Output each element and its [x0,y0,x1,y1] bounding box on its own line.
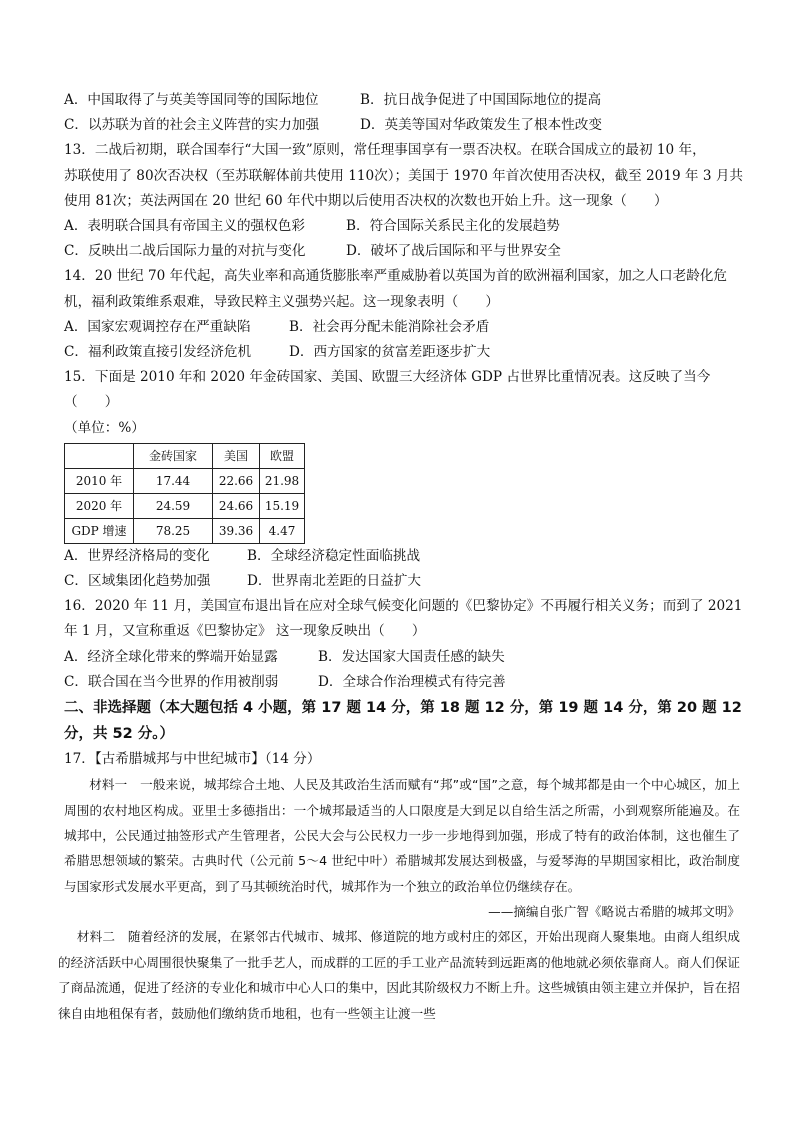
q16-options-row-2 [64,670,740,695]
q13-stem-line: 苏联使用了 80次否决权（至苏联解体前共使用 110次）；美国于 1970 年首次使用否决权，截至 2019 年 3 月共 [64,167,744,184]
q15-option-b[interactable]: B．全球经济稳定性面临挑战 [247,547,421,564]
table-row [65,518,305,543]
q13-option-c[interactable]: C．反映出二战后国际力量的对抗与变化 [64,243,306,260]
table-cell: 24.66 [213,493,260,518]
table-cell: GDP 增速 [65,518,134,543]
q14-stem-line: 机，福利政策维系艰难，导致民粹主义强势兴起。这一现象表明（ ） [64,293,499,310]
q14-option-b[interactable]: B．社会再分配未能消除社会矛盾 [289,318,490,335]
q17-material-one-source: ——摘编自张广智《略说古希腊的城邦文明》 [488,904,740,920]
q16-option-c[interactable]: C．联合国在当今世界的作用被削弱 [64,673,279,690]
gdp-share-table [64,443,305,544]
q13-option-b[interactable]: B．符合国际关系民主化的发展趋势 [346,218,560,235]
q15-unit-label: （单位：%） [64,419,145,436]
table-cell: 15.19 [260,493,305,518]
table-cell: 4.47 [260,518,305,543]
q15-stem-line: 15．下面是 2010 年和 2020 年金砖国家、美国、欧盟三大经济体 GDP 占世界比重情况表。这反映了当今 [64,369,711,386]
q15-stem-line: （ ） [64,394,119,411]
q13-options-row-2 [64,239,740,264]
q17-material-one: 材料一 一般来说，城邦综合土地、人民及其政治生活而赋有“邦”或“国”之意，每个城邦都是由一个中心城区，加上周围的农村地区构成。亚里士多德指出：一个城邦最适当的人口限度是大到足以自给生活之所需，小到观察所能遍及。在城邦中，公民通过抽签形式产生管理者，公民大会与公民权力一步一步地得到加强，形成了特有的政治体制，这也催生了希腊思想领域的繁荣。古典时代（公元前 5～4 世纪中叶）希腊城邦发展达到极盛，与爱琴海的早期国家相比，政治制度与国家形式发展水平更高，到了马其顿统治时代，城邦作为一个独立的政治单位仍继续存在。 [64,777,740,894]
q15-option-d[interactable]: D．世界南北差距的日益扩大 [247,573,422,590]
table-cell: 2010 年 [65,468,134,493]
q15-option-a[interactable]: A．世界经济格局的变化 [64,547,210,564]
table-row [65,493,305,518]
q16-stem-line: 16．2020 年 11 月，美国宣布退出旨在应对全球气候变化问题的《巴黎协定》不再履行相关义务；而到了 2021 [64,598,743,615]
q14-options-row-1 [64,315,740,340]
q14-option-c[interactable]: C．福利政策直接引发经济危机 [64,344,252,361]
table-header-cell: 金砖国家 [134,443,213,468]
table-cell: 17.44 [134,468,213,493]
q14-stem-line: 14．20 世纪 70 年代起，高失业率和高通货膨胀率严重威胁着以英国为首的欧洲福利国家，加之人口老龄化危 [64,268,727,285]
section-two-title: 分，共 52 分。） [64,726,175,743]
table-cell: 78.25 [134,518,213,543]
q13-stem-line: 使用 81次；英法两国在 20 世纪 60 年代中期以后使用否决权的次数也开始上升。这一现象（ ） [64,192,668,209]
q13-option-a[interactable]: A．表明联合国具有帝国主义的强权色彩 [64,218,305,235]
q13-options-row-1 [64,214,740,239]
q17-material-two: 材料二 随着经济的发展，在紧邻古代城市、城邦、修道院的地方或村庄的郊区，开始出现商人聚集地。由商人组织成的经济活跃中心周围很快聚集了一批手艺人，而成群的工匠的手工业产品流转到远距离的他地就必须依靠商人。商人们保证了商品流通，促进了经济的专业化和城市中心人口的集中，因此其阶级权力不断上升。这些城镇由领主建立并保护，旨在招徕自由地租保有者，鼓励他们缴纳货币地租，也有一些领主让渡一些 [58,929,740,1021]
q16-option-b[interactable]: B．发达国家大国责任感的缺失 [318,648,505,665]
q16-option-a[interactable]: A．经济全球化带来的弊端开始显露 [64,648,278,665]
q12-options-row-1 [64,88,740,113]
q14-option-d[interactable]: D．西方国家的贫富差距逐步扩大 [289,344,491,361]
q14-options-row-2 [64,340,740,365]
q12-option-b[interactable]: B．抗日战争促进了中国国际地位的提高 [360,92,602,108]
table-cell: 24.59 [134,493,213,518]
q16-option-d[interactable]: D．全球合作治理模式有待完善 [318,673,506,690]
q12-option-c[interactable]: C．以苏联为首的社会主义阵营的实力加强 [64,117,320,134]
q12-option-d[interactable]: D．英美等国对华政策发生了根本性改变 [360,117,602,134]
q13-stem-line: 13．二战后初期，联合国奉行“大国一致”原则，常任理事国享有一票否决权。在联合国成立的最初 10 年， [64,142,706,159]
q15-option-c[interactable]: C．区域集团化趋势加强 [64,573,211,590]
exam-page [58,88,744,1026]
table-cell: 39.36 [213,518,260,543]
q16-options-row-1 [64,645,740,670]
q12-options-row-2 [64,113,740,138]
table-header-row [65,443,305,468]
table-header-cell [65,443,134,468]
q16-stem-line: 年 1 月，又宣称重返《巴黎协定》 这一现象反映出（ ） [64,623,426,640]
table-header-cell: 美国 [213,443,260,468]
section-two-title: 二、非选择题（本大题包括 4 小题，第 17 题 14 分，第 18 题 12 分，第 19 题 14 分，第 20 题 12 [64,700,742,717]
q17-heading: 17．【古希腊城邦与中世纪城市】（14 分） [64,751,321,768]
q12-option-a[interactable]: A．中国取得了与英美等国同等的国际地位 [64,92,319,108]
q15-options-row-2 [64,569,740,594]
table-header-cell: 欧盟 [260,443,305,468]
q14-option-a[interactable]: A．国家宏观调控存在严重缺陷 [64,318,251,335]
table-cell: 22.66 [213,468,260,493]
table-row [65,468,305,493]
q13-option-d[interactable]: D．破坏了战后国际和平与世界安全 [346,243,561,260]
table-cell: 21.98 [260,468,305,493]
q15-options-row-1 [64,544,740,569]
table-cell: 2020 年 [65,493,134,518]
